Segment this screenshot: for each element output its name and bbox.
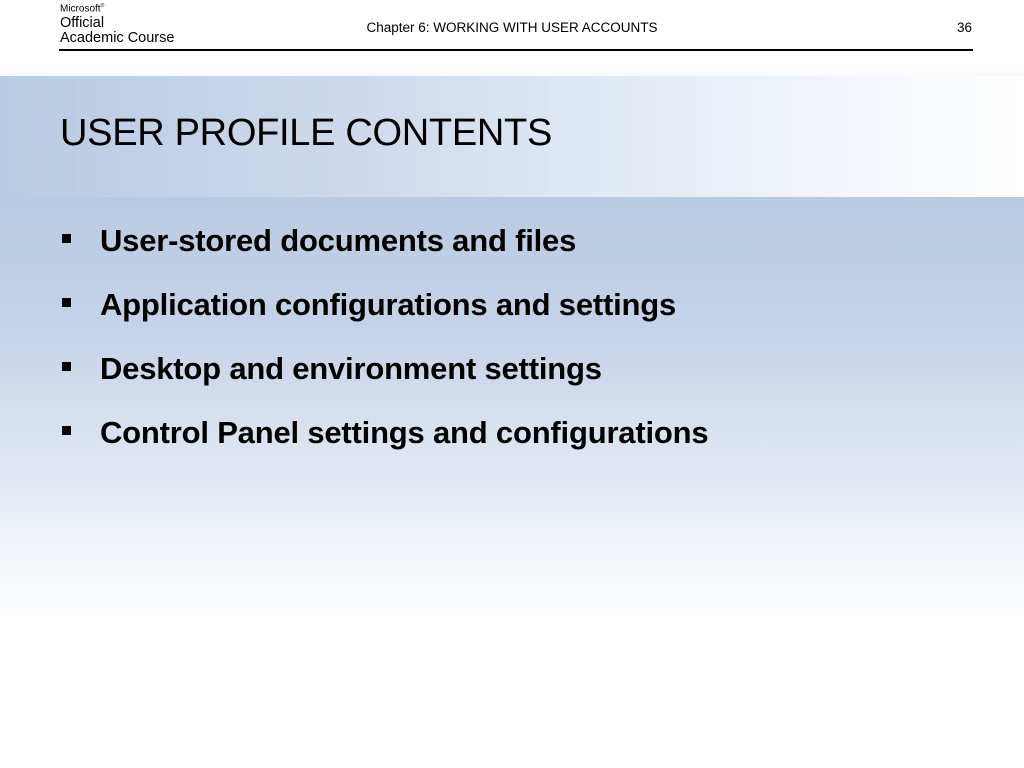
bullet-text: Desktop and environment settings [100,351,602,386]
bullet-text: Control Panel settings and configurations [100,415,709,450]
bullet-item [60,286,708,350]
logo-line-2: Academic Course [60,30,175,47]
logo-brand-text: Microsoft [60,3,101,15]
header-divider [59,49,973,51]
page-number: 36 [956,20,972,35]
bullet-item [60,414,708,478]
slide-title: USER PROFILE CONTENTS [60,112,552,154]
bullet-list [60,222,708,478]
bullet-item [60,222,708,286]
square-bullet-icon [60,414,100,452]
logo-brand: Microsoft® [60,3,105,15]
bullet-item [60,350,708,414]
bullet-text: User-stored documents and files [100,223,577,258]
slide-header [0,0,1024,56]
chapter-title: Chapter 6: WORKING WITH USER ACCOUNTS [366,20,658,35]
square-bullet-icon [60,222,100,260]
square-bullet-icon [60,286,100,324]
bullet-text: Application configurations and settings [100,287,677,322]
square-bullet-icon [60,350,100,388]
logo-line-1: Official [60,15,105,32]
